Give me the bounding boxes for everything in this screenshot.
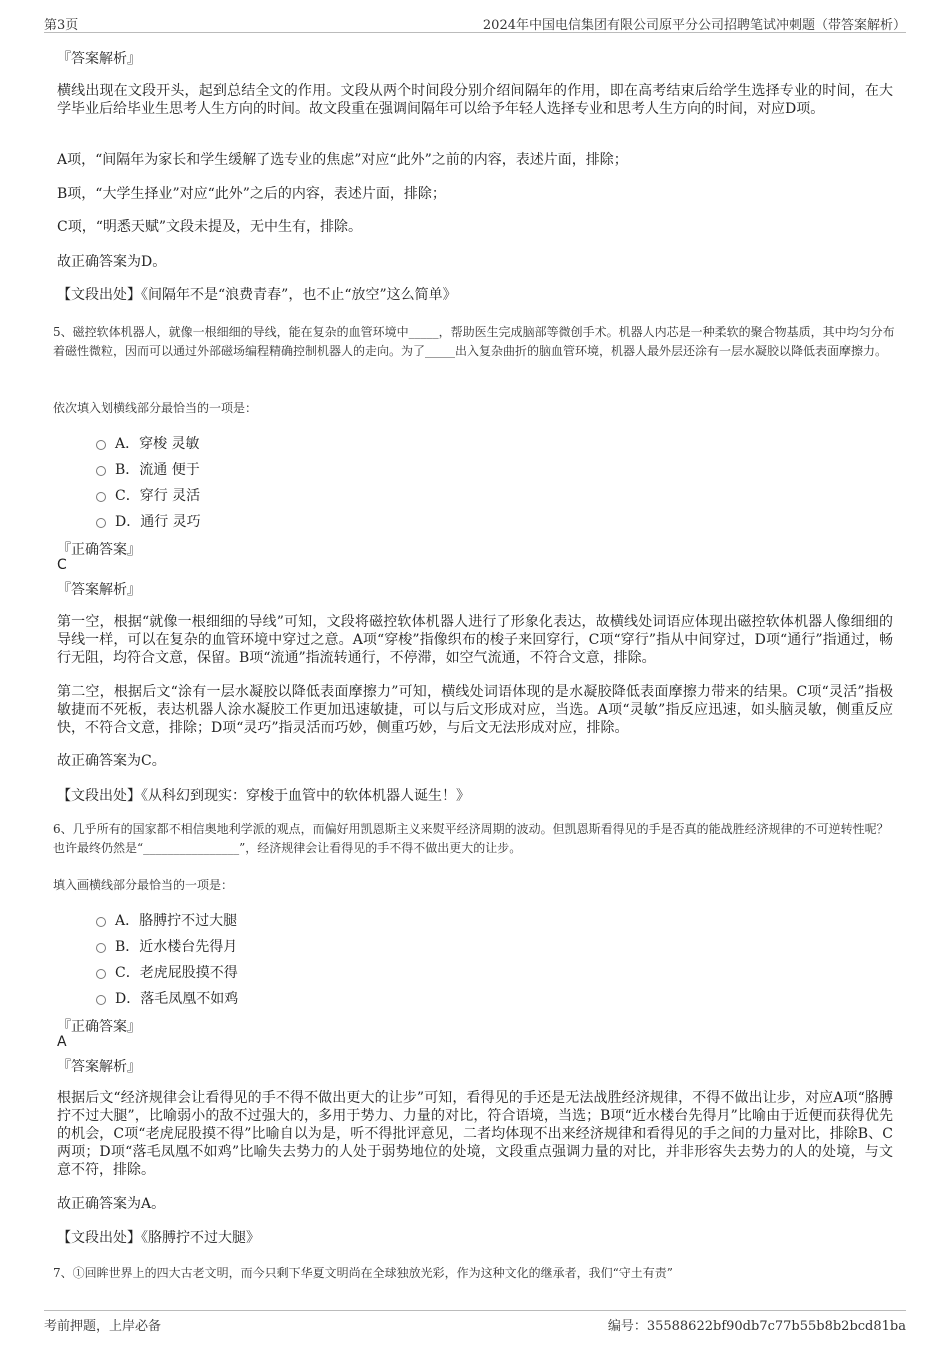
analysis-label: 『答案解析』: [57, 582, 141, 598]
radio-icon[interactable]: [96, 518, 106, 528]
analysis-label: 『答案解析』: [57, 51, 141, 67]
radio-icon[interactable]: [96, 995, 106, 1005]
question-5-prompt: 依次填入划横线部分最恰当的一项是：: [53, 401, 258, 415]
analysis-text: 根据后文“经济规律会让看得见的手不得不做出更大的让步”可知，看得见的手还是无法战胜经济规律，不得不做出让步，对应A项“胳膊拧不过大腿”，比喻弱小的敌不过强大的，多用于势力、力量的对比，符合语境，当选；B项“近水楼台先得月”比喻由于近便而获得优先的机会，C项“老虎屁股摸不得”比喻自以为是，听不得批评意见，二者均体现不出来经济规律和看得见的手之间的力量对比，排除B、C两项；D项“落毛凤凰不如鸡”比喻失去势力的人处于弱势地位的处境，文段重点强调力量的对比，并非形容失去势力的人的处境，与文意不符，排除。: [57, 1090, 893, 1178]
option-label: A．穿梭 灵敏: [115, 436, 200, 452]
radio-icon[interactable]: [96, 440, 106, 450]
conclusion: 故正确答案为C。: [57, 753, 166, 769]
question-6-prompt: 填入画横线部分最恰当的一项是：: [53, 878, 234, 892]
analysis-option-b: B项，“大学生择业”对应“此外”之后的内容，表述片面，排除；: [57, 186, 446, 202]
option-label: C．穿行 灵活: [115, 488, 201, 504]
option-label: C．老虎屁股摸不得: [115, 965, 238, 981]
question-7-text: 7、①回眸世界上的四大古老文明，而今只剩下华夏文明尚在全球独放光彩，作为这种文化的继承者，我们“守土有责”: [53, 1266, 673, 1280]
correct-answer-label: 『正确答案』: [57, 542, 141, 558]
option-label: A．胳膊拧不过大腿: [115, 913, 238, 929]
q6-option-d[interactable]: [96, 988, 238, 1008]
source: 【文段出处】《胳膊拧不过大腿》: [57, 1230, 260, 1246]
analysis-option-c: C项，“明悉天赋”文段未提及，无中生有，排除。: [57, 219, 363, 235]
q6-option-b[interactable]: [96, 936, 237, 956]
radio-icon[interactable]: [96, 943, 106, 953]
question-6-text: 6、几乎所有的国家都不相信奥地利学派的观点，而偏好用凯恩斯主义来熨平经济周期的波动。但凯恩斯看得见的手是否真的能战胜经济规律的不可逆转性呢？也许最终仍然是“________________”，经济规律会让看得见的手不得不做出更大的让步。: [53, 822, 889, 855]
source: 【文段出处】《从科幻到现实：穿梭于血管中的软体机器人诞生！》: [57, 788, 470, 804]
radio-icon[interactable]: [96, 969, 106, 979]
correct-answer-label: 『正确答案』: [57, 1019, 141, 1035]
correct-answer: A: [57, 1034, 67, 1050]
document-id: 编号：35588622bf90db7c77b55b8b2bcd81ba: [607, 1319, 906, 1334]
q5-option-b[interactable]: [96, 459, 200, 479]
option-label: B．近水楼台先得月: [115, 939, 238, 955]
footer-slogan: 考前押题，上岸必备: [44, 1319, 162, 1334]
option-label: B．流通 便于: [115, 462, 200, 478]
q6-option-c[interactable]: [96, 962, 238, 982]
page-header: [44, 12, 906, 33]
option-label: D．通行 灵巧: [115, 514, 201, 530]
q5-option-c[interactable]: [96, 485, 200, 505]
analysis-text: 横线出现在文段开头，起到总结全文的作用。文段从两个时间段分别介绍间隔年的作用，即在高考结束后给学生选择专业的时间，在大学毕业后给毕业生思考人生方向的时间。故文段重在强调间隔年可以给予年轻人选择专业和思考人生方向的时间，对应D项。: [57, 83, 893, 117]
source: 【文段出处】《间隔年不是“浪费青春”，也不止“放空”这么简单》: [57, 287, 457, 303]
analysis-option-a: A项，“间隔年为家长和学生缓解了选专业的焦虑”对应“此外”之前的内容，表述片面，排除；: [57, 152, 628, 168]
page-footer: [44, 1310, 906, 1335]
radio-icon[interactable]: [96, 466, 106, 476]
page-number: 第3页: [44, 18, 79, 33]
q6-option-a[interactable]: [96, 910, 237, 930]
q5-option-d[interactable]: [96, 511, 201, 531]
radio-icon[interactable]: [96, 917, 106, 927]
question-5-text: 5、磁控软体机器人，就像一根细细的导线，能在复杂的血管环境中_____，帮助医生完成脑部等微创手术。机器人内芯是一种柔软的聚合物基质，其中均匀分布着磁性微粒，因而可以通过外部磁场编程精确控制机器人的走向。为了_____出入复杂曲折的脑血管环境，机器人最外层还涂有一层水凝胶以降低表面摩擦力。: [53, 325, 895, 358]
option-label: D．落毛凤凰不如鸡: [115, 991, 239, 1007]
document-title: 2024年中国电信集团有限公司原平分公司招聘笔试冲刺题（带答案解析）: [482, 18, 906, 33]
analysis-label: 『答案解析』: [57, 1059, 141, 1075]
radio-icon[interactable]: [96, 492, 106, 502]
correct-answer: C: [57, 557, 67, 573]
analysis-blank-1: 第一空，根据“就像一根细细的导线”可知，文段将磁控软体机器人进行了形象化表达，故横线处词语应体现出磁控软体机器人像细细的导线一样，可以在复杂的血管环境中穿过之意。A项“穿梭”指像织布的梭子来回穿行，C项“穿行”指从中间穿过，D项“通行”指通过，畅行无阻，均符合文意，保留。B项“流通”指流转通行，不停滞，如空气流通，不符合文意，排除。: [57, 614, 893, 666]
conclusion: 故正确答案为D。: [57, 254, 167, 270]
conclusion: 故正确答案为A。: [57, 1196, 166, 1212]
analysis-blank-2: 第二空，根据后文“涂有一层水凝胶以降低表面摩擦力”可知，横线处词语体现的是水凝胶降低表面摩擦力带来的结果。C项“灵活”指极敏捷而不死板，表达机器人涂水凝胶工作更加迅速敏捷，可以与后文形成对应，当选。A项“灵敏”指反应迅速，如头脑灵敏，侧重反应快，不符合文意，排除；D项“灵巧”指灵活而巧妙，侧重巧妙，与后文无法形成对应，排除。: [57, 684, 893, 736]
q5-option-a[interactable]: [96, 433, 200, 453]
